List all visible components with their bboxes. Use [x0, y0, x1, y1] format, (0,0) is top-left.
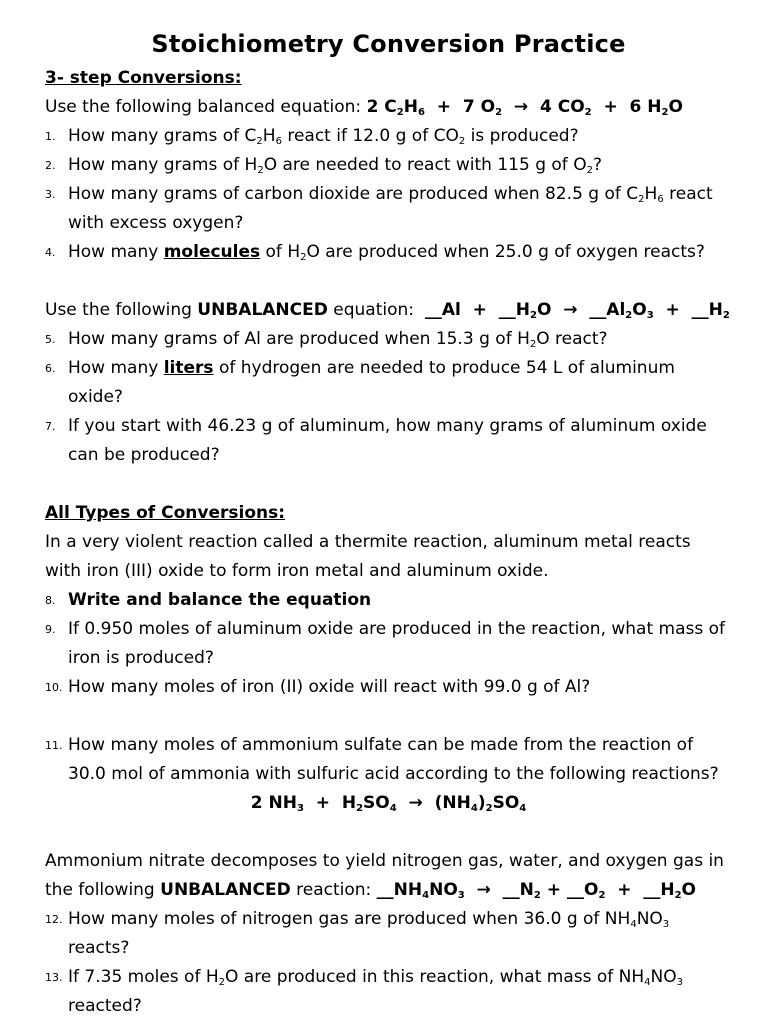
question-2	[45, 151, 732, 180]
question-text: If 7.35 moles of $H_2O$ are produced in this reaction, what mass of $NH_4NO_3$ reacted?	[68, 967, 684, 1016]
question-text: Write and balance the equation	[68, 590, 372, 610]
spacer	[45, 267, 732, 296]
question-number: 1.	[45, 130, 56, 143]
balanced-equation-line	[45, 93, 732, 122]
question-number: 2.	[45, 159, 56, 172]
question-text: How many moles of nitrogen gas are produced when 36.0 g of $NH_4NO_3$ reacts?	[68, 909, 670, 958]
question-number: 10.	[45, 681, 63, 694]
spacer	[45, 702, 732, 731]
page-title: Stoichiometry Conversion Practice	[151, 30, 626, 58]
question-number: 6.	[45, 362, 56, 375]
question-3	[45, 180, 732, 238]
question-4	[45, 238, 732, 267]
question-number: 13.	[45, 971, 63, 984]
ammonium-sulfate-equation: 2 $NH_3 + H_2SO_4 \to (NH_4)_2SO_4$	[250, 793, 527, 814]
spacer	[45, 818, 732, 847]
question-text: How many grams of Al are produced when 15.3 g of $H_2O$ react?	[68, 329, 608, 350]
question-number: 7.	[45, 420, 56, 433]
question-5	[45, 325, 732, 354]
question-text: If you start with 46.23 g of aluminum, how many grams of aluminum oxide can be produced?	[68, 416, 707, 465]
question-8	[45, 586, 732, 615]
equation-intro: Use the following balanced equation:	[45, 97, 362, 117]
spacer	[45, 470, 732, 499]
question-7	[45, 412, 732, 470]
question-number: 5.	[45, 333, 56, 346]
question-1	[45, 122, 732, 151]
question-9	[45, 615, 732, 673]
section-heading-3-step: 3- step Conversions:	[45, 68, 242, 88]
question-text: How many liters of hydrogen are needed to produce 54 L of aluminum oxide?	[68, 358, 675, 407]
unbalanced-equation-line: Use the following UNBALANCED equation: __Al + $\_\_H_2O$ → $\_\_Al_2O_3$ + $\_\_H_2$	[45, 300, 730, 321]
question-text: How many grams of $C_2H_6$ react if 12.0 g of $CO_2$ is produced?	[68, 126, 579, 147]
balanced-equation: 2 $C_2H_6 + 7$ $O_2 \to 4$ $CO_2 + 6$ $H_2O$	[366, 97, 683, 118]
question-number: 8.	[45, 594, 56, 607]
question-11	[45, 731, 732, 789]
question-text: How many moles of ammonium sulfate can be made from the reaction of 30.0 mol of ammonia with sulfuric acid according to the following reactions?	[68, 735, 719, 784]
ammonium-nitrate-paragraph: Ammonium nitrate decomposes to yield nitrogen gas, water, and oxygen gas in the following UNBALANCED reaction: $\_\_NH_4NO_3$ → $\_\_N_2$ + $\_\_O_2$ + $\_\_H_2O$	[45, 851, 724, 901]
question-number: 11.	[45, 739, 63, 752]
question-text: If 0.950 moles of aluminum oxide are produced in the reaction, what mass of iron is produced?	[68, 619, 726, 668]
question-text: How many grams of carbon dioxide are produced when 82.5 g of $C_2H_6$ react with excess oxygen?	[68, 184, 713, 233]
question-text: How many molecules of $H_2O$ are produced when 25.0 g of oxygen reacts?	[68, 242, 705, 263]
question-text: How many moles of iron (II) oxide will react with 99.0 g of Al?	[68, 677, 591, 697]
question-text: How many grams of $H_2O$ are needed to react with 115 g of $O_2$?	[68, 155, 602, 176]
question-6	[45, 354, 732, 412]
question-12	[45, 905, 732, 963]
question-number: 9.	[45, 623, 56, 636]
question-number: 3.	[45, 188, 56, 201]
section-heading-all-types: All Types of Conversions:	[45, 503, 286, 523]
question-number: 12.	[45, 913, 63, 926]
question-13	[45, 963, 732, 1021]
question-10	[45, 673, 732, 702]
thermite-paragraph: In a very violent reaction called a thermite reaction, aluminum metal reacts with iron (III) oxide to form iron metal and aluminum oxide.	[45, 532, 691, 581]
question-number: 4.	[45, 246, 56, 259]
